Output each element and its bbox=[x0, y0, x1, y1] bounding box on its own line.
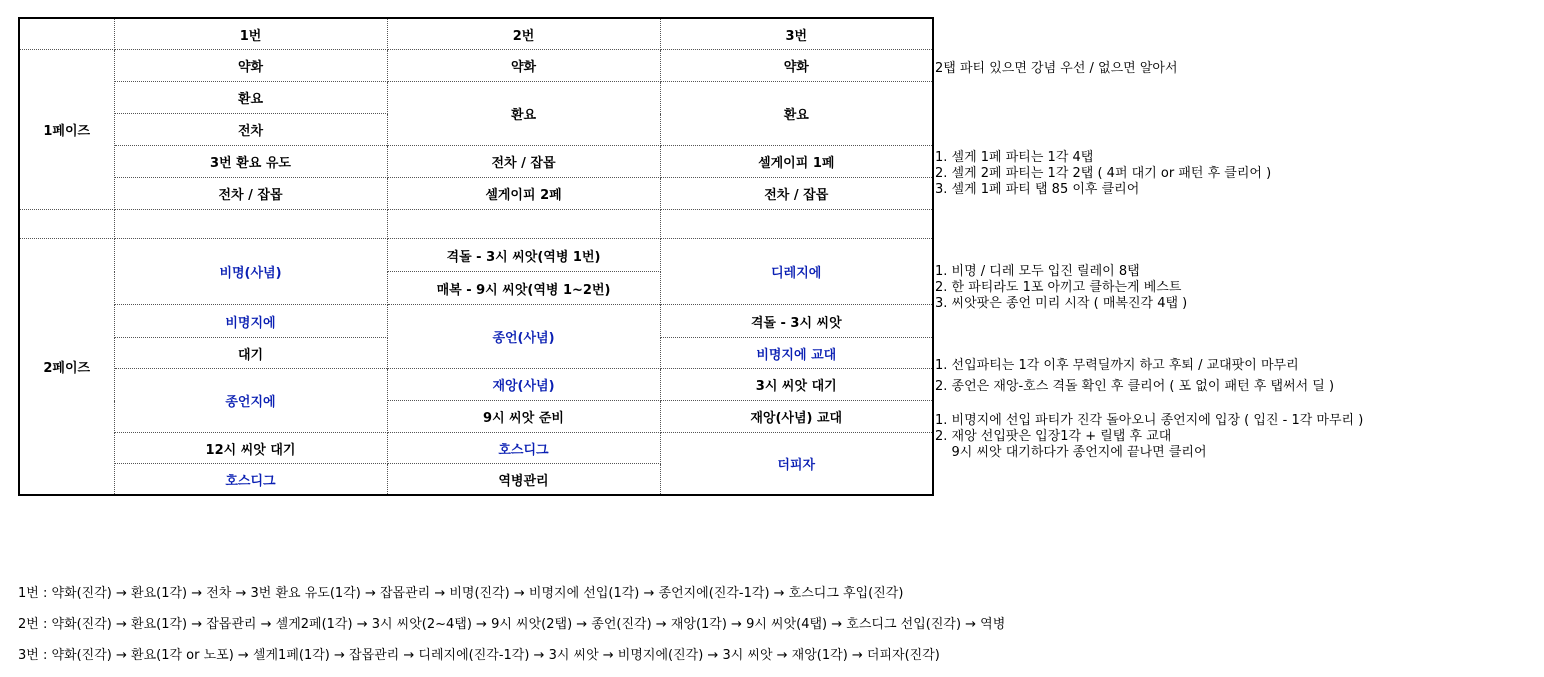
cell: 3시 씨앗 대기 bbox=[660, 369, 933, 401]
note-line: 2. 한 파티라도 1포 아끼고 클하는게 베스트 bbox=[935, 280, 1182, 295]
cell: 역병관리 bbox=[387, 464, 660, 496]
cell: 셀게이피 1페 bbox=[660, 146, 933, 178]
header-col-3: 3번 bbox=[660, 18, 933, 50]
cell: 비명(사념) bbox=[114, 239, 387, 305]
raid-assignment-table bbox=[18, 17, 934, 496]
table-row bbox=[19, 305, 933, 338]
sequence-line-2: 2번 : 약화(진각) → 환요(1각) → 잡몹관리 → 셀게2페(1각) → 3시 씨앗(2~4탭) → 9시 씨앗(2탭) → 종언(진각) → 재앙(1각) → 9시 씨앗(4탭) → 호스디그 선입(진각) → 역병 bbox=[18, 617, 1006, 632]
cell: 약화 bbox=[660, 50, 933, 82]
cell: 비명지에 bbox=[114, 305, 387, 338]
spacer-row bbox=[19, 210, 933, 239]
note-line: 2. 재앙 선입팟은 입장1각 + 릴탭 후 교대 bbox=[935, 429, 1172, 444]
cell: 셀게이피 2페 bbox=[387, 178, 660, 210]
cell: 9시 씨앗 준비 bbox=[387, 401, 660, 433]
cell: 전차 / 잡몹 bbox=[660, 178, 933, 210]
cell: 호스디그 bbox=[387, 433, 660, 464]
sequence-line-1: 1번 : 약화(진각) → 환요(1각) → 전차 → 3번 환요 유도(1각) → 잡몹관리 → 비명(진각) → 비명지에 선입(1각) → 종언지에(진각-1각) → 호스디그 후입(진각) bbox=[18, 586, 904, 601]
cell: 호스디그 bbox=[114, 464, 387, 496]
cell: 종언지에 bbox=[114, 369, 387, 433]
table-row bbox=[19, 433, 933, 464]
cell: 디레지에 bbox=[660, 239, 933, 305]
cell: 매복 - 9시 씨앗(역병 1~2번) bbox=[387, 272, 660, 305]
table-row bbox=[19, 50, 933, 82]
cell bbox=[660, 210, 933, 239]
cell: 대기 bbox=[114, 338, 387, 369]
cell: 3번 환요 유도 bbox=[114, 146, 387, 178]
sequence-line-3: 3번 : 약화(진각) → 환요(1각 or 노포) → 셀게1페(1각) → 잡몹관리 → 디레지에(진각-1각) → 3시 씨앗 → 비명지에(진각) → 3시 씨앗 → 재앙(1각) → 더피자(진각) bbox=[18, 648, 940, 663]
cell: 환요 bbox=[114, 82, 387, 114]
note-line: 1. 선입파티는 1각 이후 무력딜까지 하고 후퇴 / 교대팟이 마무리 bbox=[935, 358, 1299, 373]
player-sequence-list bbox=[18, 584, 1005, 677]
cell bbox=[387, 210, 660, 239]
header-col-1: 1번 bbox=[114, 18, 387, 50]
cell: 약화 bbox=[387, 50, 660, 82]
note-line: 1. 비명 / 디레 모두 입진 릴레이 8탭 bbox=[935, 264, 1140, 279]
note-line: 3. 셀게 1페 파티 탭 85 이후 클리어 bbox=[935, 182, 1140, 197]
note-line: 2. 셀게 2페 파티는 1각 2탭 ( 4퍼 대기 or 패턴 후 클리어 ) bbox=[935, 166, 1272, 181]
cell: 전차 bbox=[114, 114, 387, 146]
note-line: 9시 씨앗 대기하다가 종언지에 끝나면 클리어 bbox=[935, 445, 1207, 460]
note-scream-dire bbox=[935, 264, 1187, 312]
cell: 재앙(사념) bbox=[387, 369, 660, 401]
note-phase1-buff bbox=[935, 61, 1178, 77]
header-empty bbox=[19, 18, 114, 50]
header-row bbox=[19, 18, 933, 50]
note-line: 2탭 파티 있으면 강념 우선 / 없으면 알아서 bbox=[935, 61, 1178, 76]
cell: 환요 bbox=[660, 82, 933, 146]
phase-2-label: 2페이즈 bbox=[19, 239, 114, 496]
cell bbox=[114, 210, 387, 239]
cell bbox=[19, 210, 114, 239]
cell: 종언(사념) bbox=[387, 305, 660, 369]
note-line: 1. 셀게 1페 파티는 1각 4탭 bbox=[935, 150, 1094, 165]
note-line: 2. 종언은 재앙-호스 격돌 확인 후 클리어 ( 포 없이 패턴 후 탭써서 딜 ) bbox=[935, 379, 1335, 394]
note-line: 1. 비명지에 선입 파티가 진각 돌아오니 종언지에 입장 ( 입진 - 1각 마무리 ) bbox=[935, 413, 1364, 428]
table-row bbox=[19, 369, 933, 401]
cell: 약화 bbox=[114, 50, 387, 82]
cell: 환요 bbox=[387, 82, 660, 146]
cell: 격돌 - 3시 씨앗 bbox=[660, 305, 933, 338]
header-col-2: 2번 bbox=[387, 18, 660, 50]
cell: 재앙(사념) 교대 bbox=[660, 401, 933, 433]
cell: 전차 / 잡몹 bbox=[387, 146, 660, 178]
cell: 12시 씨앗 대기 bbox=[114, 433, 387, 464]
phase-1-label: 1페이즈 bbox=[19, 50, 114, 210]
cell: 비명지에 교대 bbox=[660, 338, 933, 369]
note-line: 3. 씨앗팟은 종언 미리 시작 ( 매복진각 4탭 ) bbox=[935, 296, 1188, 311]
table-row bbox=[19, 178, 933, 210]
cell: 전차 / 잡몹 bbox=[114, 178, 387, 210]
table-row bbox=[19, 239, 933, 272]
table-row bbox=[19, 146, 933, 178]
note-selge bbox=[935, 150, 1271, 198]
note-first-entry bbox=[935, 358, 1334, 395]
cell: 더피자 bbox=[660, 433, 933, 496]
note-end-phase bbox=[935, 413, 1363, 461]
cell: 격돌 - 3시 씨앗(역병 1번) bbox=[387, 239, 660, 272]
table-row bbox=[19, 82, 933, 114]
